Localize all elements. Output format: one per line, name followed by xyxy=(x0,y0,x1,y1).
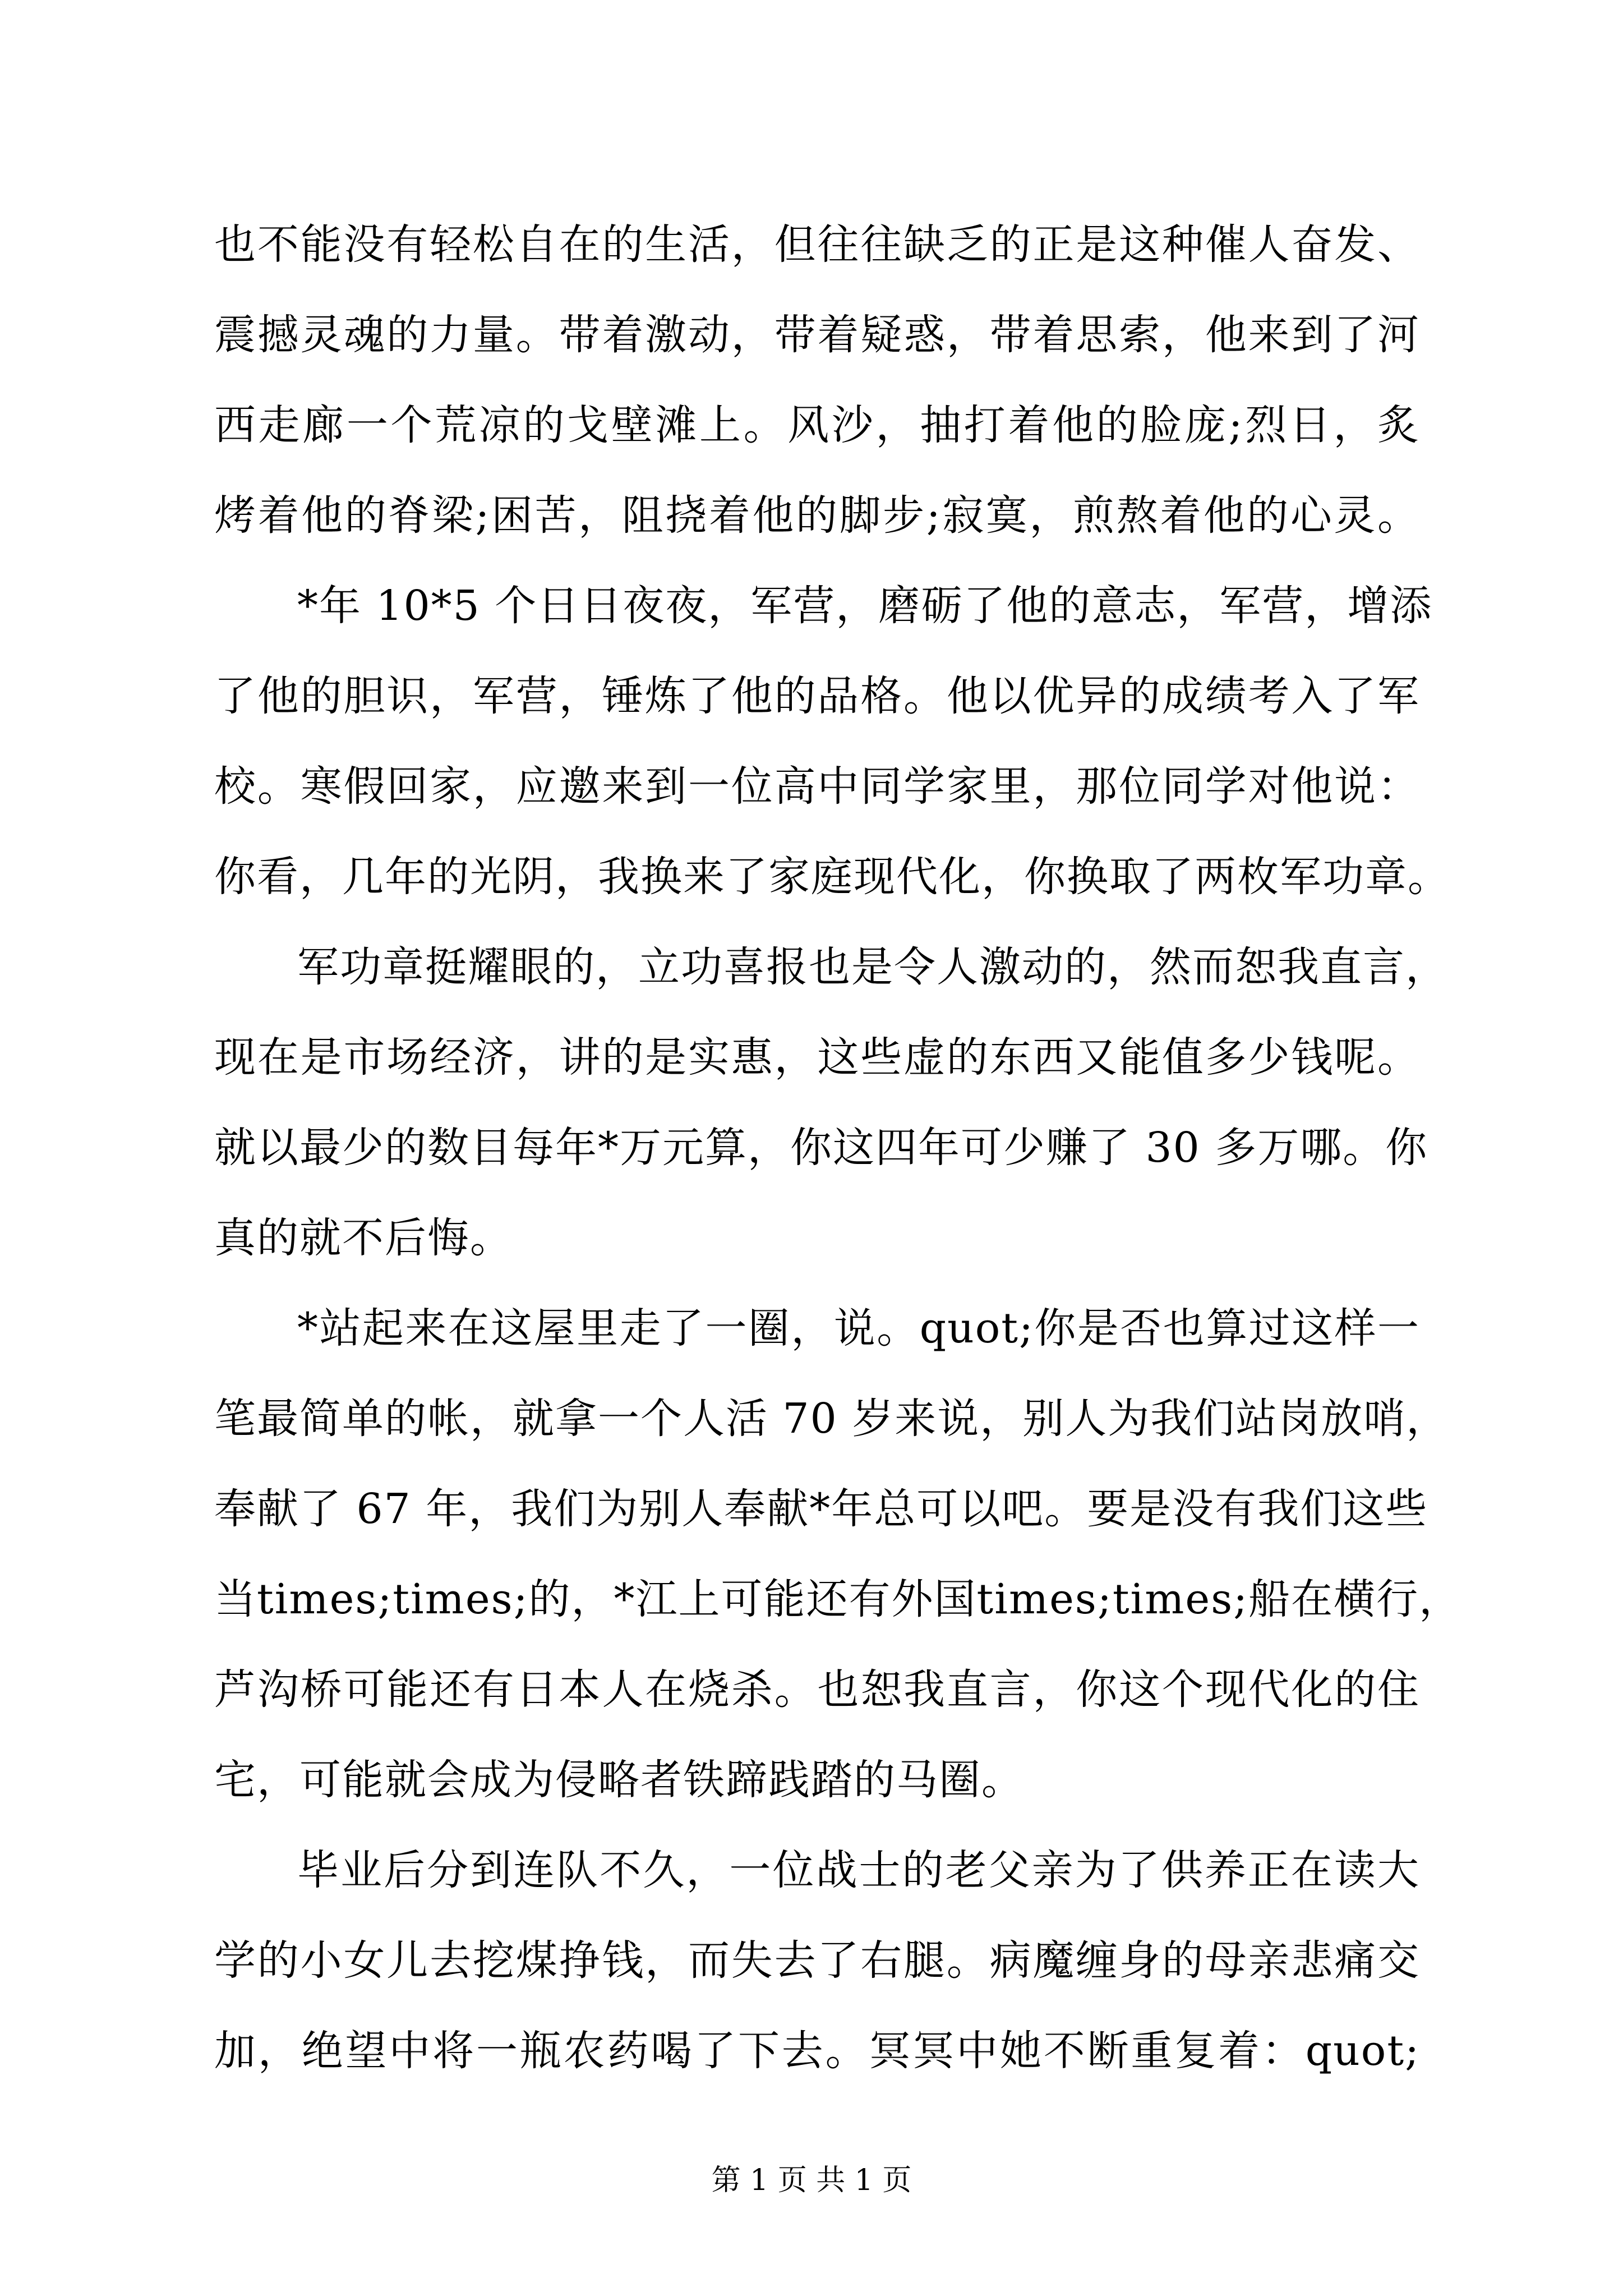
text-line: 你看，几年的光阴，我换来了家庭现代化，你换取了两枚军功章。 xyxy=(214,853,1450,901)
text-line: 西走廊一个荒凉的戈壁滩上。风沙，抽打着他的脸庞;烈日，炙 xyxy=(214,401,1420,449)
text-line: 也不能没有轻松自在的生活，但往往缺乏的正是这种催人奋发、 xyxy=(214,220,1420,269)
text-line: 笔最简单的帐，就拿一个人活 70 岁来说，别人为我们站岗放哨， xyxy=(214,1395,1449,1443)
paragraph-start-line: 毕业后分到连队不久，一位战士的老父亲为了供养正在读大 xyxy=(297,1846,1420,1894)
text-line: 宅，可能就会成为侵略者铁蹄践踏的马圈。 xyxy=(214,1756,1024,1804)
text-line: 就以最少的数目每年*万元算，你这四年可少赚了 30 多万哪。你 xyxy=(214,1124,1428,1172)
paragraph-start-line: *站起来在这屋里走了一圈，说。quot;你是否也算过这样一 xyxy=(297,1304,1420,1352)
text-line: 震撼灵魂的力量。带着激动，带着疑惑，带着思索，他来到了河 xyxy=(214,311,1420,359)
text-line: 芦沟桥可能还有日本人在烧杀。也恕我直言，你这个现代化的住 xyxy=(214,1665,1420,1714)
text-line: 真的就不后悔。 xyxy=(214,1214,513,1262)
text-line: 校。寒假回家，应邀来到一位高中同学家里，那位同学对他说： xyxy=(214,762,1420,811)
text-line: 现在是市场经济，讲的是实惠，这些虚的东西又能值多少钱呢。 xyxy=(214,1033,1420,1082)
page-number-label: 第 1 页 共 1 页 xyxy=(711,2164,912,2197)
text-line: 学的小女儿去挖煤挣钱，而失去了右腿。病魔缠身的母亲悲痛交 xyxy=(214,1936,1420,1985)
text-line: 了他的胆识，军营，锤炼了他的品格。他以优异的成绩考入了军 xyxy=(214,672,1420,720)
text-line: 加，绝望中将一瓶农药喝了下去。冥冥中她不断重复着：quot; xyxy=(214,2027,1420,2075)
paragraph-start-line: 军功章挺耀眼的，立功喜报也是令人激动的，然而恕我直言， xyxy=(297,943,1448,991)
page-footer xyxy=(0,2162,1623,2198)
text-line: 奉献了 67 年，我们为别人奉献*年总可以吧。要是没有我们这些 xyxy=(214,1485,1428,1533)
text-line: 当times;times;的，*江上可能还有外国times;times;船在横行， xyxy=(214,1575,1462,1623)
paragraph-start-line: *年 10*5 个日日夜夜，军营，磨砺了他的意志，军营，增添 xyxy=(297,582,1433,630)
text-line: 烤着他的脊梁;困苦，阻挠着他的脚步;寂寞，煎熬着他的心灵。 xyxy=(214,491,1420,540)
